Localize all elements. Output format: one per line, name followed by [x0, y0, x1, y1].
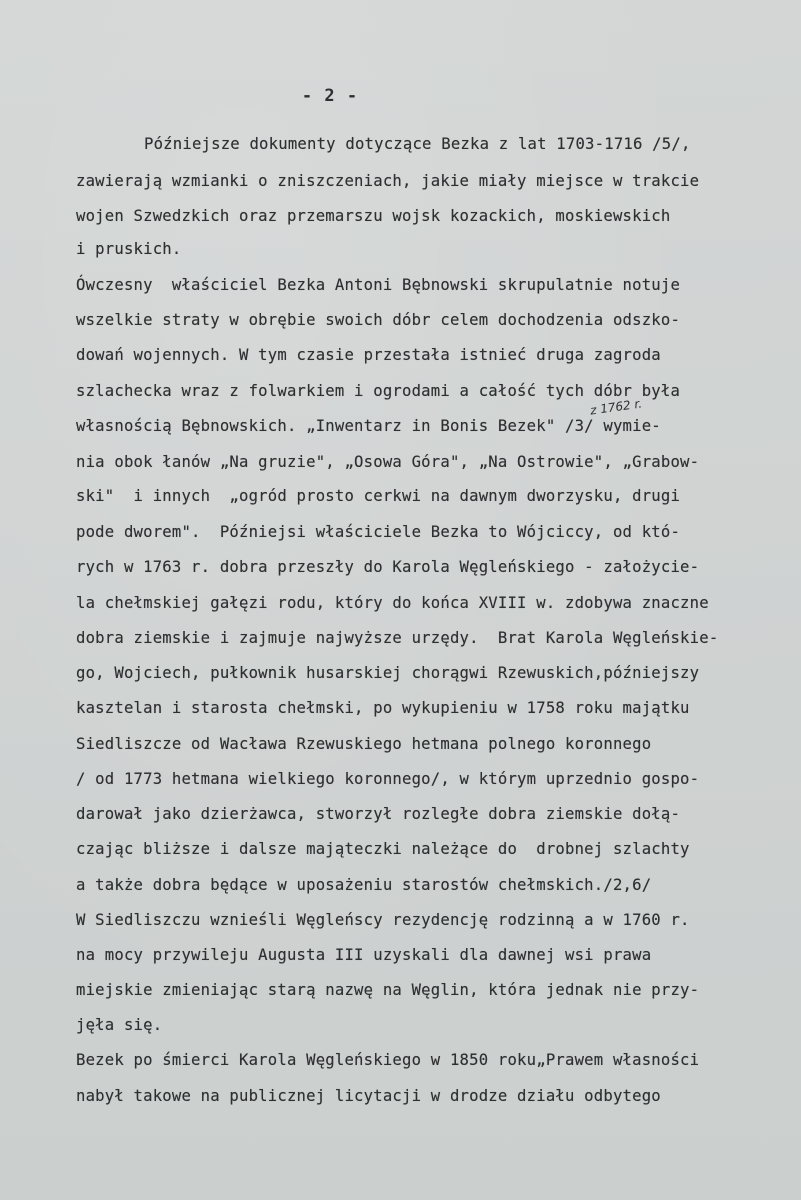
- text-line: W Siedliszczu wznieśli Węgleńscy rezydencję rodzinną a w 1760 r.: [76, 911, 690, 929]
- text-line: nia obok łanów „Na gruzie", „Osowa Góra", „Na Ostrowie", „Grabow-: [76, 453, 700, 471]
- text-line: dobra ziemskie i zajmuje najwyższe urzędy. Brat Karola Węgleńskie-: [76, 629, 719, 647]
- page-number: - 2 -: [301, 86, 359, 106]
- text-line: czając bliższe i dalsze mająteczki należące do drobnej szlachty: [76, 840, 690, 858]
- text-line: jęła się.: [76, 1016, 163, 1034]
- text-line: Ówczesny właściciel Bezka Antoni Bębnowski skrupulatnie notuje: [76, 276, 681, 294]
- text-line: pode dworem". Późniejsi właściciele Bezka to Wójciccy, od któ-: [76, 523, 681, 541]
- text-line: rych w 1763 r. dobra przeszły do Karola Węgleńskiego - założycie-: [76, 558, 700, 576]
- text-line: na mocy przywileju Augusta III uzyskali dla dawnej wsi prawa: [76, 946, 652, 964]
- text-line: go, Wojciech, pułkownik husarskiej chorągwi Rzewuskich,późniejszy: [76, 664, 700, 682]
- text-line: miejskie zmieniając starą nazwę na Węglin, która jednak nie przy-: [76, 981, 700, 999]
- text-line: własnością Bębnowskich. „Inwentarz in Bonis Bezek" /3/ wymie-: [76, 417, 661, 435]
- text-line: wojen Szwedzkich oraz przemarszu wojsk kozackich, moskiewskich: [76, 207, 671, 225]
- text-line: wszelkie straty w obrębie swoich dóbr celem dochodzenia odszko-: [76, 311, 681, 329]
- text-line: Bezek po śmierci Karola Węgleńskiego w 1850 roku„Prawem własności: [76, 1051, 700, 1069]
- text-line: la chełmskiej gałęzi rodu, który do końca XVIII w. zdobywa znaczne: [76, 594, 709, 612]
- text-line: Późniejsze dokumenty dotyczące Bezka z lat 1703-1716 /5/,: [144, 135, 691, 153]
- text-line: Siedliszcze od Wacława Rzewuskiego hetmana polnego koronnego: [76, 735, 652, 753]
- text-line: kasztelan i starosta chełmski, po wykupieniu w 1758 roku majątku: [76, 699, 690, 717]
- text-line: szlachecka wraz z folwarkiem i ogrodami a całość tych dóbr była: [76, 382, 681, 400]
- text-line: nabył takowe na publicznej licytacji w drodze działu odbytego: [76, 1087, 661, 1105]
- text-line: ski" i innych „ogród prosto cerkwi na dawnym dworzysku, drugi: [76, 487, 681, 505]
- text-line: darował jako dzierżawca, stworzył rozległe dobra ziemskie dołą-: [76, 805, 681, 823]
- handwritten-margin-note: z 1762 r.: [589, 396, 643, 418]
- text-line: i pruskich.: [76, 240, 182, 258]
- text-line: dowań wojennych. W tym czasie przestała istnieć druga zagroda: [76, 346, 661, 364]
- text-line: zawierają wzmianki o zniszczeniach, jakie miały miejsce w trakcie: [76, 172, 700, 190]
- text-line: / od 1773 hetmana wielkiego koronnego/, w którym uprzednio gospo-: [76, 770, 700, 788]
- text-line: a także dobra będące w uposażeniu starostów chełmskich./2,6/: [76, 876, 652, 894]
